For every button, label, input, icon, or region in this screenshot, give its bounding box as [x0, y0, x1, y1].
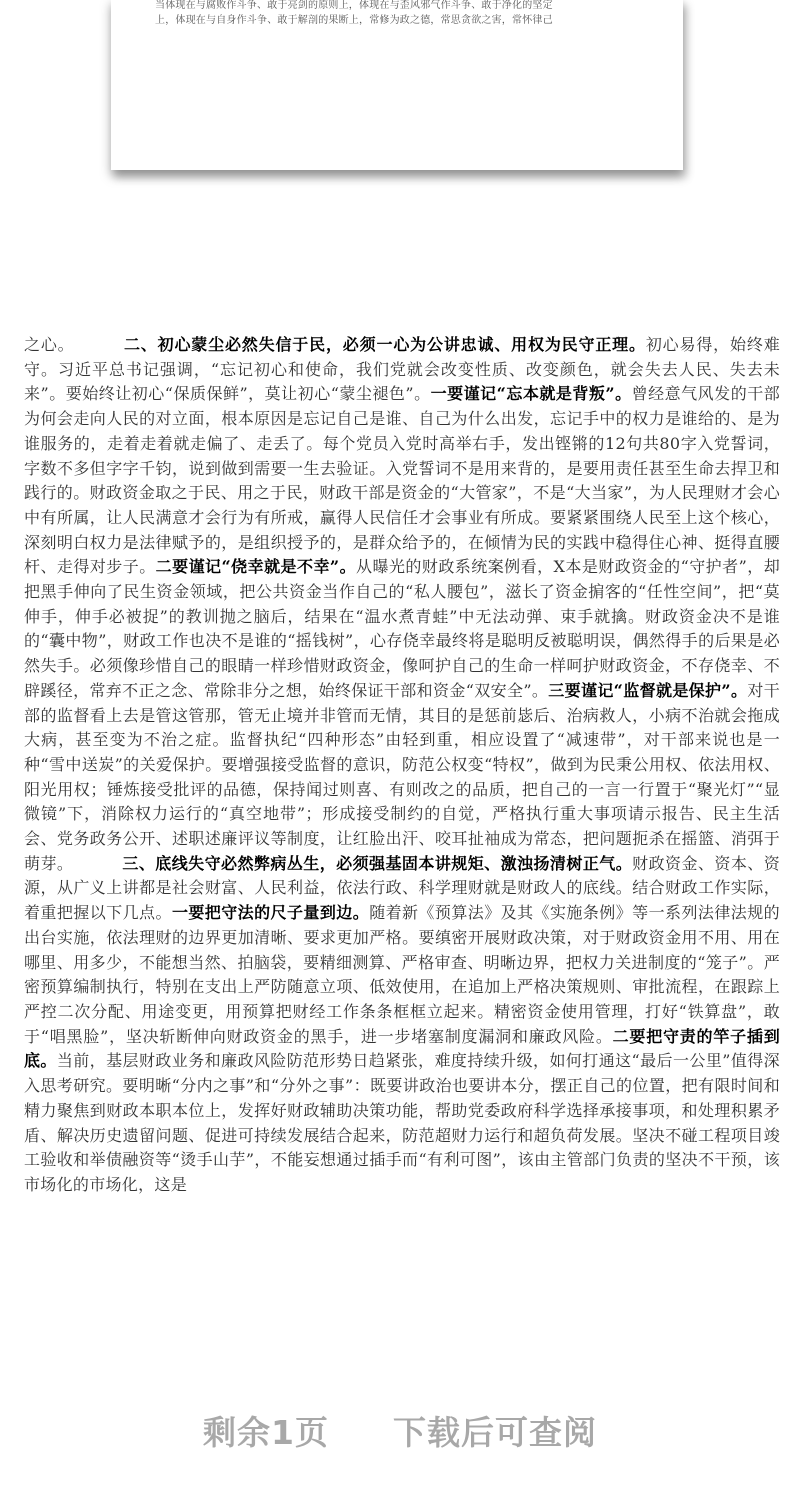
body-text: 对干部的监督看上去是管这管那，管无止境并非管而无情，其目的是惩前毖后、治病救人，小病不治就会拖成大病，甚至变为不治之症。监督执纪“四种形态”由轻到重，相应设置了“减速带”，对干部来说也是一种“雪中送炭”的关爱保护。要增强接受监督的意识，防范公权变“特权”，做到为民秉公用权、依法用权、阳光用权；锤炼接受批评的品德，保持闻过则喜、有则改之的品质，把自己的一言一行置于“聚光灯”“显微镜”下，消除权力运行的“真空地带”；形成接受制约的自觉，严格执行重大事项请示报告、民主生活会、党务政务公开、述职述廉评议等制度，让红脸出汗、咬耳扯袖成为常态，把问题扼杀在摇篮、消弭于萌芽。	[24, 680, 780, 873]
point-heading: 二要谨记“侥幸就是不幸”。	[155, 557, 357, 577]
preview-text	[155, 0, 655, 28]
section-heading-3: 三、底线失守必然弊病丛生，必须强基固本讲规矩、激浊扬清树正气。	[122, 853, 633, 873]
remaining-pages-label[interactable]: 剩余1页	[203, 1412, 329, 1452]
preview-line: 当体现在与腐败作斗争、敢于亮剑的原则上，体现在与歪风邪气作斗争、敢于净化的坚定	[155, 0, 553, 11]
body-text: 当前，基层财政业务和廉政风险防范形势日趋紧张，难度持续升级，如何打通这“最后一公里”值得深入思考研究。要明晰“分内之事”和“分外之事”：既要讲政治也要讲本分，摆正自己的位置，把有限时间和精力聚焦到财政本职本位上，发挥好财政辅助决策功能，帮助党委政府科学选择承接事项，和处理积累矛盾、解决历史遗留问题、促进可持续发展结合起来，防范超财力运行和超负荷发展。坚决不碰工程项目竣工验收和举债融资等“烫手山芋”，不能妄想通过插手而“有利可图”，该由主管部门负责的坚决不干预，该市场化的市场化，这是	[24, 1051, 780, 1194]
body-text: 初心易得，始终难守。习近平总书记强调，“忘记初心和使命，我们党就会改变性质、改变颜色，就会失去人民、失去未来”。要始终让初心“保质保鲜”，莫让初心“蒙尘褪色”。	[24, 335, 780, 404]
document-body	[24, 333, 780, 1198]
point-heading: 一要把守法的尺子量到边。	[171, 903, 370, 923]
point-heading: 三要谨记“监督就是保护”。	[548, 680, 748, 700]
previous-page-preview	[111, 0, 683, 170]
point-heading: 二要把守责的竿子插到底。	[24, 1026, 780, 1071]
download-to-read-link[interactable]: 下载后可查阅	[392, 1412, 597, 1452]
body-text: 随着新《预算法》及其《实施条例》等一系列法律法规的出台实施，依法理财的边界更加清晰、要求更加严格。要缜密开展财政决策，对于财政资金用不用、用在哪里、用多少，不能想当然、拍脑袋，要精细测算、严格审查、明晰边界，把权力关进制度的“笼子”。严密预算编制执行，特别在支出上严防随意立项、低效使用，在追加上严格决策规则、审批流程，在跟踪上严控二次分配、用途变更，用预算把财经工作条条框框立起来。精密资金使用管理，打好“铁算盘”，敢于“唱黑脸”，坚决斩断伸向财政资金的黑手，进一步堵塞制度漏洞和廉政风险。	[24, 903, 780, 1046]
body-paragraph	[24, 333, 780, 1198]
body-text: 从曝光的财政系统案例看，X本是财政资金的“守护者”，却把黑手伸向了民生资金领域，把公共资金当作自己的“私人腰包”，滋长了资金掮客的“任性空间”，把“莫伸手，伸手必被捉”的教训抛之脑后，结果在“温水煮青蛙”中无法动弹、束手就擒。财政资金决不是谁的“囊中物”，财政工作也决不是谁的“摇钱树”，心存侥幸最终将是聪明反被聪明误，偶然得手的后果是必然失手。必须像珍惜自己的眼睛一样珍惜财政资金，像呵护自己的生命一样呵护财政资金，不存侥幸、不辟蹊径，常弃不正之念、常除非分之想，始终保证干部和资金“双安全”。	[24, 557, 780, 700]
preview-line: 上，体现在与自身作斗争、敢于解剖的果断上，常修为政之德，常思贪欲之害，常怀律己	[155, 15, 553, 26]
body-text: 曾经意气风发的干部为何会走向人民的对立面，根本原因是忘记自己是谁、自己为什么出发，忘记手中的权力是谁给的、是为谁服务的，走着走着就走偏了、走丢了。每个党员入党时高举右手，发出铿锵的12句共80字入党誓词，字数不多但字字千钧，说到做到需要一生去验证。入党誓词不是用来背的，是要用责任甚至生命去捍卫和践行的。财政资金取之于民、用之于民，财政干部是资金的“大管家”，不是“大当家”，为人民理财才会心中有所属，让人民满意才会行为有所戒，赢得人民信任才会事业有所成。要紧紧围绕人民至上这个核心，深刻明白权力是法律赋予的，是组织授予的，是群众给予的，在倾情为民的实践中稳得住心神、挺得直腰杆、走得对步子。	[24, 384, 781, 577]
point-heading: 一要谨记“忘本就是背叛”。	[430, 384, 632, 404]
section-heading-2: 二、初心蒙尘必然失信于民，必须一心为公讲忠诚、用权为民守正理。	[123, 335, 646, 354]
download-prompt	[0, 1400, 800, 1460]
body-text: 之心。	[24, 335, 75, 354]
body-text: 财政资金、资本、资源，从广义上讲都是社会财富、人民利益，依法行政、科学理财就是财政人的底线。结合财政工作实际，着重把握以下几点。	[24, 853, 781, 923]
